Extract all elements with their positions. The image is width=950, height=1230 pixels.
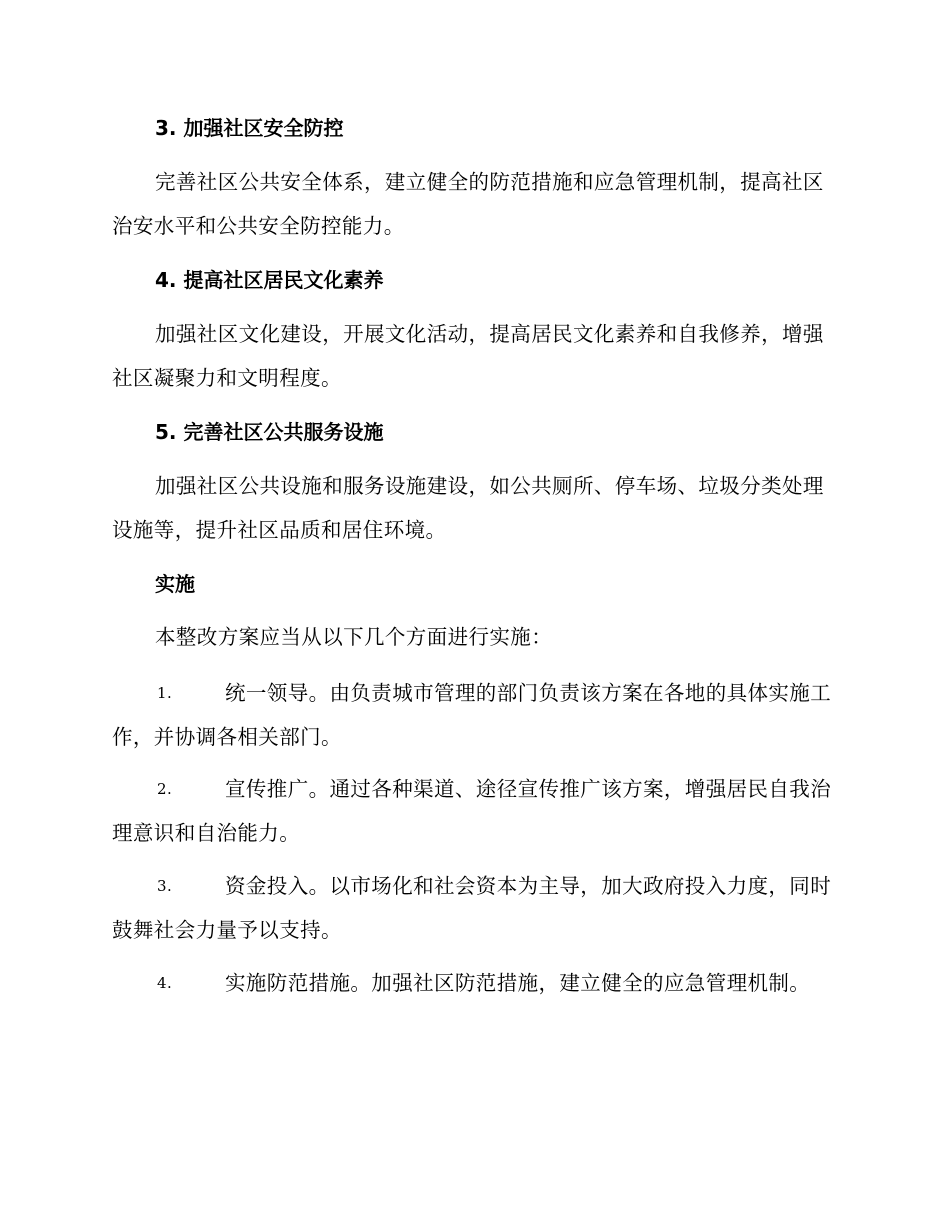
list-item-text: 宣传推广。通过各种渠道、途径宣传推广该方案，增强居民自我治理意识和自治能力。	[112, 777, 832, 845]
list-item-number: 3.	[157, 877, 173, 895]
section-heading-culture: 4. 提高社区居民文化素养	[155, 268, 384, 292]
list-item-text: 统一领导。由负责城市管理的部门负责该方案在各地的具体实施工作，并协调各相关部门。	[112, 681, 832, 749]
list-item	[112, 864, 832, 952]
section-body-culture: 加强社区文化建设，开展文化活动，提高居民文化素养和自我修养，增强社区凝聚力和文明程度。	[112, 322, 824, 390]
list-item-number: 4.	[157, 974, 173, 992]
list-item	[112, 671, 832, 759]
list-item-number: 2.	[157, 780, 173, 798]
section-body-facilities: 加强社区公共设施和服务设施建设，如公共厕所、停车场、垃圾分类处理设施等，提升社区品质和居住环境。	[112, 474, 824, 542]
section-heading-safety: 3. 加强社区安全防控	[155, 116, 344, 140]
implementation-heading: 实施	[155, 572, 195, 596]
section-body-safety: 完善社区公共安全体系，建立健全的防范措施和应急管理机制，提高社区治安水平和公共安全防控能力。	[112, 170, 824, 238]
list-item	[112, 961, 832, 1005]
list-item-text: 资金投入。以市场化和社会资本为主导，加大政府投入力度，同时鼓舞社会力量予以支持。	[112, 874, 832, 942]
implementation-intro: 本整改方案应当从以下几个方面进行实施：	[155, 625, 553, 649]
section-heading-facilities: 5. 完善社区公共服务设施	[155, 420, 384, 444]
list-item-number: 1.	[157, 684, 173, 702]
list-item	[112, 767, 832, 855]
list-item-text: 实施防范措施。加强社区防范措施，建立健全的应急管理机制。	[225, 971, 811, 995]
